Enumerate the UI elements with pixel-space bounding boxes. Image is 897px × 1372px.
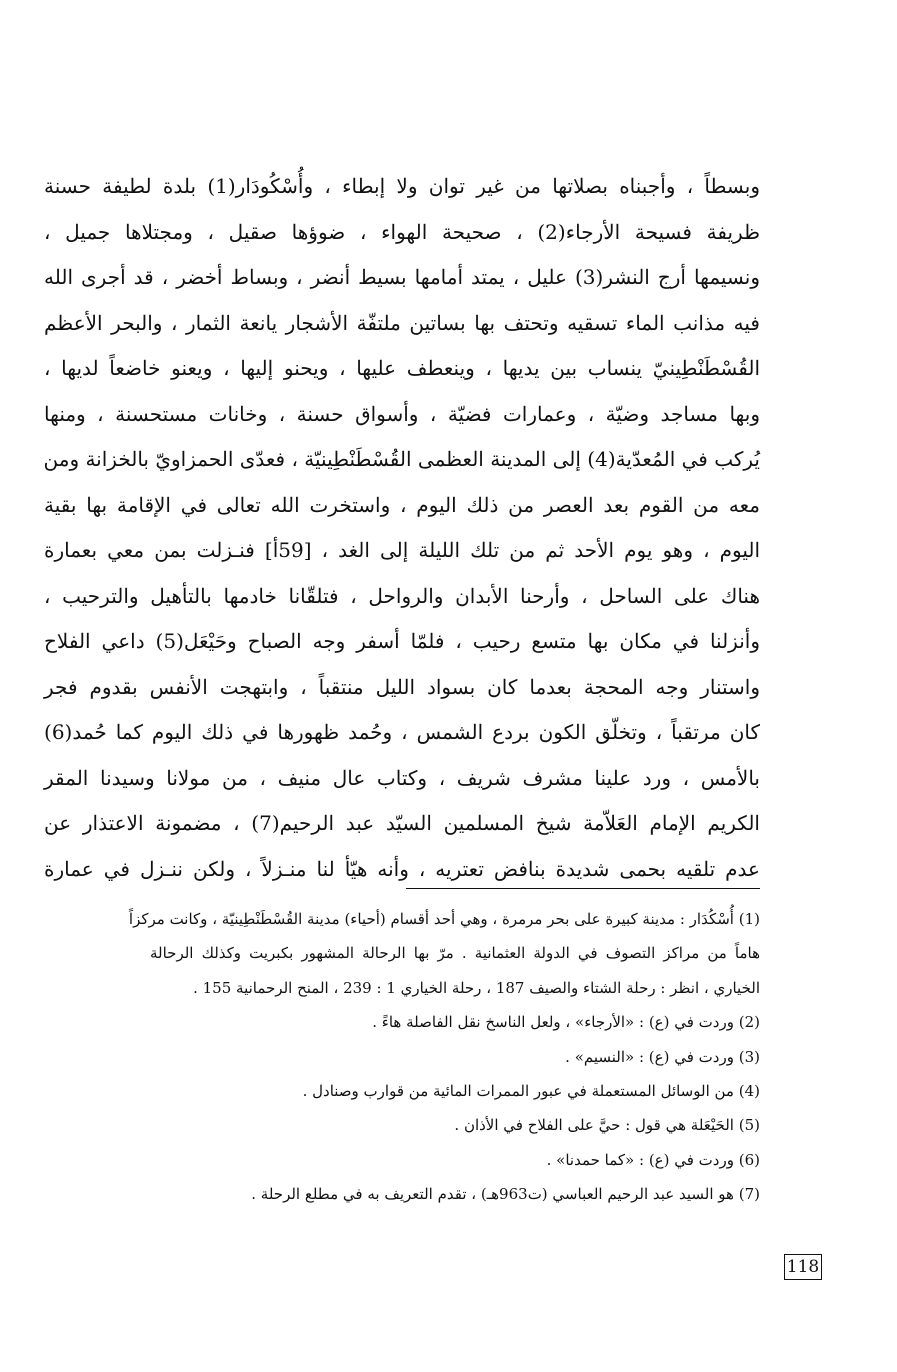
text-line: فيه مذانب الماء تسقيه وتحتف بها بساتين ملتفّة الأشجار يانعة الثمار ، والبحر الأعظم [44,310,760,335]
text-line: القُسْطَنْطِينيّ ينساب بين يديها ، وينعطف عليها ، ويحنو إليها ، ويعنو خاضعاً لديها ، [44,356,761,380]
text-line: عدم تلقيه بحمى شديدة بنافض تعتريه ، وأنه هيّأ لنا منـزلاً ، ولكن ننـزل في عمارة [44,856,760,881]
text-line: وأنزلنا في مكان بها متسع رحيب ، فلمّا أسفر وجه الصباح وحَيْعَل(5) داعي الفلاح [44,629,760,653]
text-line: وبسطاً ، وأجبناه بصلاتها من غير توان ولا إبطاء ، وأُسْكُودَار(1) بلدة لطيفة حسنة [44,174,760,198]
footnote-line: (7) هو السيد عبد الرحيم العباسي (ت963هـ) ، تقدم التعريف به في مطلع الرحلة . [251,1185,760,1204]
footnote-line: هاماً من مراكز التصوف في الدولة العثمانية . مرّ بها الرحالة المشهور بكبريت وكذلك الرحالة [150,944,760,963]
footnote-line: (2) وردت في (ع) : «الأرجاء» ، ولعل الناسخ نقل الفاصلة هاءً . [372,1013,760,1032]
text-line: يُركب في المُعدّية(4) إلى المدينة العظمى القُسْطَنْطِينيّة ، فعدّى الحمزاويّ بالخزانة ومن [43,447,760,471]
text-line: بالأمس ، ورد علينا مشرف شريف ، وكتاب عال منيف ، من مولانا وسيدنا المقر [44,765,760,790]
footnote-line: (1) أُسْكُدَار : مدينة كبيرة على بحر مرمرة ، وهي أحد أقسام (أحياء) مدينة القُسْطَنْطِينيّة ، وكانت مركزاً [128,910,760,928]
text-line: اليوم ، وهو يوم الأحد ثم من تلك الليلة إلى الغد ، [59أ] فنـزلت بمن معي بعمارة [44,538,761,562]
text-line: معه من القوم بعد العصر من ذلك اليوم ، واستخرت الله تعالى في الإقامة بها بقية [44,492,760,517]
text-line: ظريفة فسيحة الأرجاء(2) ، صحيحة الهواء ، ضوؤها صقيل ، ومجتلاها جميل ، [44,219,761,244]
text-line: هناك على الساحل ، وأرحنا الأبدان والرواحل ، فتلقّانا خادمها بالتأهيل والترحيب ، [44,583,760,608]
footnotes [128,902,760,1212]
main-text [44,164,760,892]
footnote-line: (5) الحَيْعَلة هي قول : حيَّ على الفلاح في الأذان . [454,1116,760,1135]
text-line: ونسيمها أرج النشر(3) عليل ، يمتد أمامها بسيط أنضر ، وبساط أخضر ، قد أجرى الله [44,265,760,289]
text-line: كان مرتقباً ، وتخلّق الكون بردع الشمس ، وحُمد ظهورها في ذلك اليوم كما حُمد(6) [44,720,760,744]
footnote-separator [406,888,760,889]
text-line: واستنار وجه المحجة بعدما كان بسواد الليل منتقباً ، وابتهجت الأنفس بقدوم فجر [44,674,760,699]
page-number: 118 [784,1254,822,1280]
text-line: الكريم الإمام العَلاّمة شيخ المسلمين السيّد عبد الرحيم(7) ، مضمونة الاعتذار عن [44,811,760,835]
footnote-line: (4) من الوسائل المستعملة في عبور الممرات المائية من قوارب وصنادل . [302,1081,760,1100]
footnote-line: (3) وردت في (ع) : «النسيم» . [565,1047,760,1066]
footnote-line: (6) وردت في (ع) : «كما حمدنا» . [546,1150,760,1169]
footnote-line: الخياري ، انظر : رحلة الشتاء والصيف 187 ، رحلة الخياري 1 : 239 ، المنح الرحمانية 155 . [193,978,760,997]
text-line: وبها مساجد وضيّة ، وعمارات فضيّة ، وأسواق حسنة ، وخانات مستحسنة ، ومنها [44,401,760,426]
